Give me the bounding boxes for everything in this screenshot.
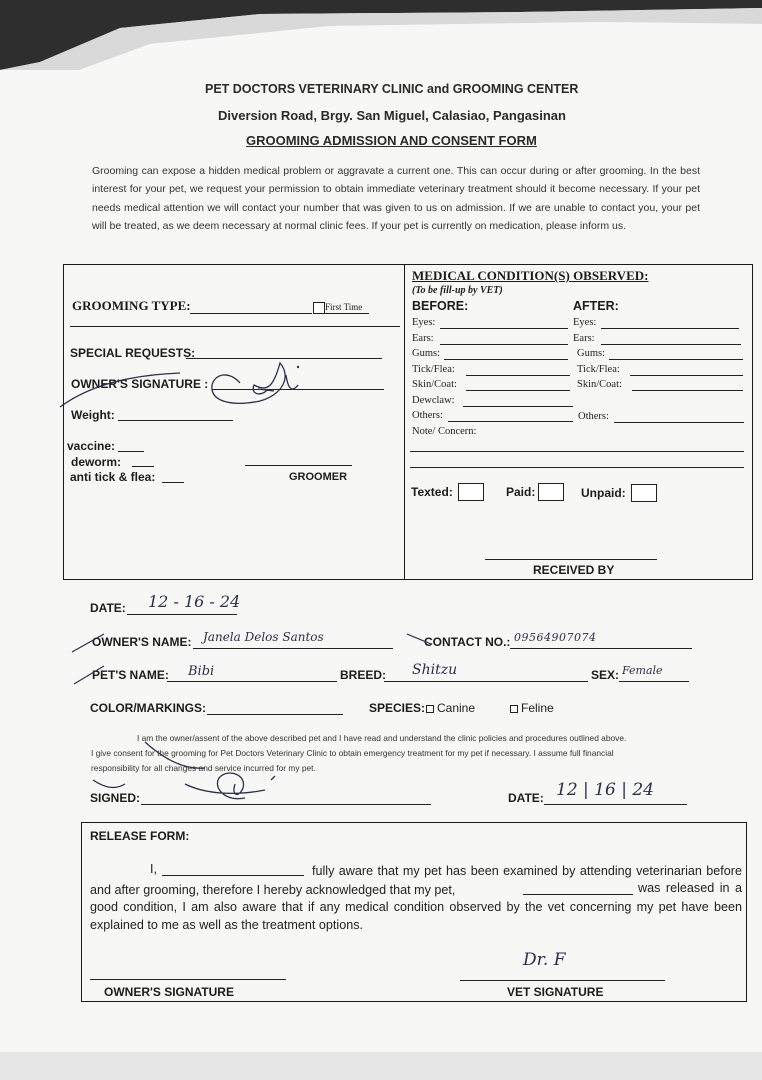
after-tick-flea: Tick/Flea: [577,364,620,375]
note-line-1 [410,451,744,452]
release-owner-signature-line [90,979,286,980]
after-skin-coat-line [632,390,743,391]
weight-label: Weight: [71,408,115,422]
consent-date-value: 12 | 16 | 24 [556,780,654,800]
first-time-label: First Time [325,302,363,312]
owner-name-value: Janela Delos Santos [203,630,324,644]
after-ears: Ears: [573,333,595,344]
unpaid-label: Unpaid: [581,486,626,500]
clinic-name: PET DOCTORS VETERINARY CLINIC and GROOMING CENTER [205,82,579,96]
release-i: I, [150,862,157,876]
unpaid-checkbox[interactable] [631,484,657,502]
form-title: GROOMING ADMISSION AND CONSENT FORM [246,133,537,148]
received-by-label: RECEIVED BY [533,563,615,577]
owner-name-line [193,648,393,649]
after-skin-coat: Skin/Coat: [577,379,622,390]
color-markings-label: COLOR/MARKINGS: [90,701,206,715]
pet-name-label: PET'S NAME: [92,668,169,682]
vet-signature-line [460,980,665,981]
release-title: RELEASE FORM: [90,829,190,843]
consent-date-line [544,804,687,805]
breed-value: Shitzu [412,662,458,678]
special-requests-label: SPECIAL REQUESTS: [70,346,196,360]
vet-signature-handwriting: Dr. F [523,950,566,970]
canine-label: Canine [437,701,476,715]
before-heading: BEFORE: [412,299,469,313]
first-time-underline [325,313,369,314]
feline-label: Feline [521,701,554,715]
column-divider [404,265,405,579]
texted-checkbox[interactable] [458,483,484,501]
contact-label: CONTACT NO.: [424,635,511,649]
after-ears-line [601,344,741,345]
consent-signature-scribble [85,740,285,810]
sex-value: Female [622,664,663,677]
weight-line [118,420,233,421]
after-eyes: Eyes: [573,317,597,328]
vaccine-line [118,451,144,452]
grooming-type-line-2 [70,326,400,327]
feline-checkbox[interactable] [510,705,518,713]
note-line-2 [410,467,744,468]
anti-tick-flea-line [162,482,184,483]
after-eyes-line [601,328,739,329]
deworm-line [132,466,154,467]
note-concern: Note/ Concern: [412,426,477,437]
consent-date-label: DATE: [508,791,544,805]
anti-tick-flea-label: anti tick & flea: [70,470,156,484]
deworm-label: deworm: [71,455,122,469]
groomer-line [245,465,352,466]
owner-signature-label: OWNER'S SIGNATURE : [71,377,209,391]
consent-line-2: I give consent for the grooming for Pet Doctors Veterinary Clinic to obtain emergency treatment for my pet if necessary. I assume full financial [91,748,614,758]
medical-subtitle: (To be fill-up by VET) [412,285,503,296]
consent-line-1: I am the owner/assent of the above described pet and I have read and understand the clinic policies and procedures outlined above. [137,733,627,743]
grooming-type-line [190,313,312,314]
consent-line-3: responsibility for all changes and service incurred for my pet. [91,763,316,773]
before-ears: Ears: [412,333,434,344]
owner-name-label: OWNER'S NAME: [92,635,192,649]
signed-label: SIGNED: [90,791,141,805]
check-strokes [70,622,140,692]
vet-signature-label: VET SIGNATURE [507,985,604,999]
release-owner-signature-label: OWNER'S SIGNATURE [104,985,234,999]
pet-name-value: Bibi [188,664,215,679]
clinic-address: Diversion Road, Brgy. San Miguel, Calasiao, Pangasinan [218,108,566,123]
canine-checkbox[interactable] [426,705,434,713]
paid-checkbox[interactable] [538,483,564,501]
pet-name-line [167,681,337,682]
date-value: 12 - 16 - 24 [148,592,241,611]
before-dewclaw-line [463,406,573,407]
intro-paragraph: Grooming can expose a hidden medical problem or aggravate a current one. This can occur during or after grooming. In the best interest for your pet, we request your permission to obtain immediate veterinary treatment should it become necessary. If your pet needs medical attention we will contact your number that was given to us on admission. If we are unable to contact you, your pet will be treated, as we deem necessary at normal clinic fees. If your pet is currently on medication, please inform us. [92,165,700,233]
before-ears-line [440,344,568,345]
color-markings-line [207,714,343,715]
breed-label: BREED: [340,668,387,682]
first-time-checkbox[interactable] [313,302,325,314]
sex-label: SEX: [591,668,620,682]
before-gums: Gums: [412,348,441,359]
grooming-type-label: GROOMING TYPE: [72,298,191,313]
texted-label: Texted: [411,485,453,499]
before-eyes-line [440,328,568,329]
before-others-line [448,421,573,422]
species-label: SPECIES: [369,701,426,715]
before-skin-coat-line [466,390,570,391]
vaccine-label: vaccine: [67,439,116,453]
breed-line [384,681,588,682]
before-eyes: Eyes: [412,317,436,328]
after-others: Others: [578,411,609,422]
before-gums-line [444,359,568,360]
date-line [127,614,237,615]
contact-line [510,648,692,649]
after-heading: AFTER: [573,299,619,313]
received-by-line [485,559,657,560]
groomer-label: GROOMER [289,471,348,483]
contact-value: 09564907074 [514,631,597,644]
contact-check-stroke [405,630,435,650]
release-paragraph-2: was released in a good condition, I am also aware that if any medical condition observed by the vet concerning my pet have been explained to me as well as the treatment options. [90,881,742,933]
medical-title: MEDICAL CONDITION(S) OBSERVED: [412,268,649,283]
release-paragraph-1: fully aware that my pet has been examined by attending veterinarian before and after grooming, therefore I hereby acknowledged that my pet, [90,864,742,897]
scan-bottom-edge [0,1052,762,1080]
date-label: DATE: [90,601,126,615]
after-others-line [614,422,744,423]
paper-fold-edge [0,0,762,70]
paid-label: Paid: [506,485,536,499]
before-skin-coat: Skin/Coat: [412,379,457,390]
sex-line [619,681,689,682]
before-dewclaw: Dewclaw: [412,395,455,406]
after-tick-flea-line [630,375,743,376]
before-tick-flea: Tick/Flea: [412,364,455,375]
before-tick-flea-line [466,375,570,376]
before-others: Others: [412,410,443,421]
after-gums-line [609,359,743,360]
after-gums: Gums: [577,348,606,359]
